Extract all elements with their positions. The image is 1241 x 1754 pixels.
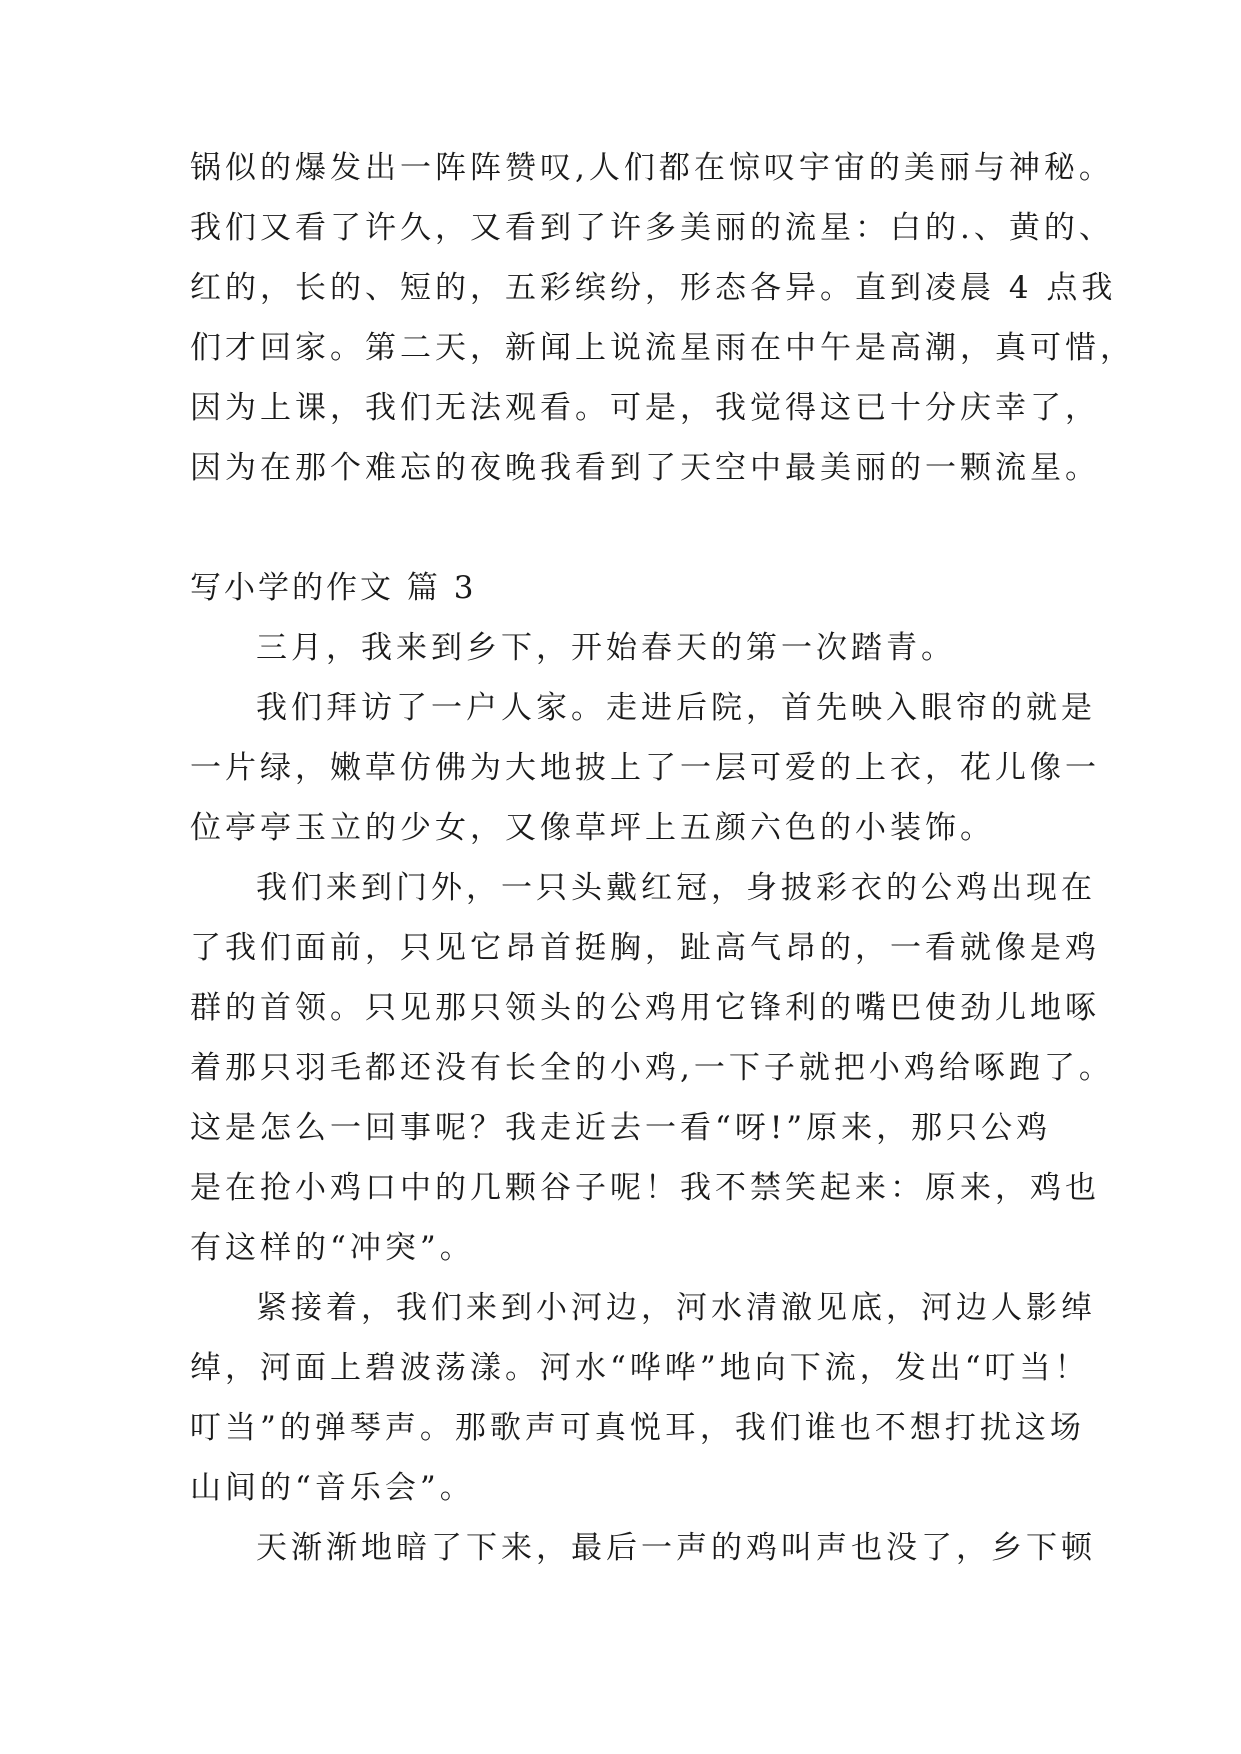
text-line-6: 因为在那个难忘的夜晚我看到了天空中最美丽的一颗流星。 — [190, 450, 1100, 486]
paragraph-start-3: 我们来到门外，一只头戴红冠，身披彩衣的公鸡出现在 — [256, 870, 1096, 906]
paragraph-start-4: 紧接着，我们来到小河边，河水清澈见底，河边人影绰 — [256, 1290, 1096, 1326]
text-line-4: 们才回家。第二天，新闻上说流星雨在中午是高潮，真可惜， — [190, 330, 1135, 366]
paragraph-start-5: 天渐渐地暗了下来，最后一声的鸡叫声也没了，乡下顿 — [256, 1530, 1096, 1566]
text-line-21: 叮当”的弹琴声。那歌声可真悦耳，我们谁也不想打扰这场 — [190, 1410, 1085, 1446]
text-line-20: 绰，河面上碧波荡漾。河水“哗哗”地向下流，发出“叮当！ — [190, 1350, 1090, 1386]
text-line-22: 山间的“音乐会”。 — [190, 1470, 475, 1506]
text-line-11: 位亭亭玉立的少女，又像草坪上五颜六色的小装饰。 — [190, 810, 995, 846]
text-line-18: 有这样的“冲突”。 — [190, 1230, 475, 1266]
paragraph-start-1: 三月，我来到乡下，开始春天的第一次踏青。 — [256, 630, 956, 666]
text-line-3: 红的，长的、短的，五彩缤纷，形态各异。直到凌晨 4 点我 — [190, 270, 1117, 306]
text-line-10: 一片绿，嫩草仿佛为大地披上了一层可爱的上衣，花儿像一 — [190, 750, 1100, 786]
text-line-15: 着那只羽毛都还没有长全的小鸡,一下子就把小鸡给啄跑了。 — [190, 1050, 1114, 1086]
paragraph-start-2: 我们拜访了一户人家。走进后院，首先映入眼帘的就是 — [256, 690, 1096, 726]
text-line-16: 这是怎么一回事呢？我走近去一看“呀!”原来，那只公鸡 — [190, 1110, 1052, 1146]
text-line-5: 因为上课，我们无法观看。可是，我觉得这已十分庆幸了， — [190, 390, 1100, 426]
text-line-2: 我们又看了许久，又看到了许多美丽的流星：白的.、黄的、 — [190, 210, 1114, 246]
text-line-1: 锅似的爆发出一阵阵赞叹,人们都在惊叹宇宙的美丽与神秘。 — [190, 150, 1114, 186]
text-line-14: 群的首领。只见那只领头的公鸡用它锋利的嘴巴使劲儿地啄 — [190, 990, 1100, 1026]
text-line-13: 了我们面前，只见它昂首挺胸，趾高气昂的，一看就像是鸡 — [190, 930, 1100, 966]
section-heading: 写小学的作文 篇 3 — [190, 570, 477, 606]
text-line-17: 是在抢小鸡口中的几颗谷子呢！我不禁笑起来：原来，鸡也 — [190, 1170, 1100, 1206]
